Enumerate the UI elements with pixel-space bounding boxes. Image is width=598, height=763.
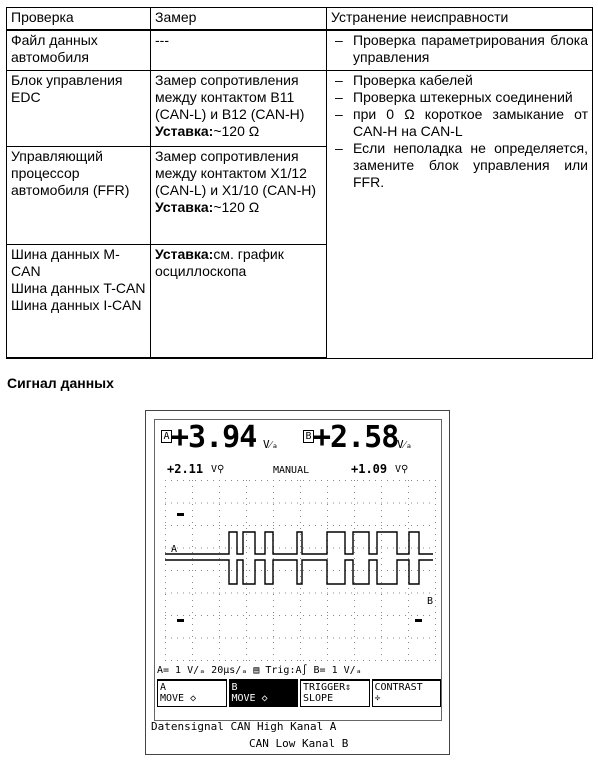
fix-item: – Проверка параметрирования блока управления — [331, 32, 588, 66]
softkey-contrast[interactable] — [372, 679, 442, 707]
softkey-line1: TRIGGER⇕ — [303, 682, 352, 693]
fix-cell — [327, 70, 593, 358]
scope-status-line: A= 1 V/ₐ 20µs/ₐ ▤ Trig:A∫ B= 1 V/ₐ — [157, 665, 362, 676]
fix-item: – Проверка штекерных соединений — [331, 89, 588, 106]
softkey-a-move[interactable] — [157, 679, 227, 707]
softkey-line2: ÷ — [374, 693, 381, 704]
softkey-line1: B — [231, 682, 238, 693]
table-header-row — [7, 8, 593, 31]
zero-marker-top-left — [177, 513, 184, 516]
sub-reading-b: +1.09 — [351, 462, 388, 476]
measure-cell: --- — [151, 30, 327, 70]
waveform-plot — [157, 476, 443, 666]
fix-item: – при 0 Ω короткое замыкание от CAN-H на CAN-L — [331, 106, 588, 140]
bus-name: Шина данных M-CAN — [11, 245, 120, 279]
reading-b-unit: V⁄ₐ — [397, 438, 413, 451]
check-cell: Файл данных автомобиля — [7, 30, 151, 70]
marker-a: A — [171, 544, 178, 555]
reading-a: +3.94 — [171, 420, 257, 455]
check-cell — [7, 244, 151, 358]
reading-a-unit: V⁄ₐ — [263, 438, 279, 451]
table-row — [7, 30, 593, 70]
setpoint-label: Уставка: — [155, 198, 214, 215]
bus-name: Шина данных I-CAN — [11, 296, 142, 313]
softkey-bar — [157, 679, 441, 707]
check-cell: Блок управления EDC — [7, 70, 151, 146]
softkey-line1: CONTRAST — [374, 682, 423, 693]
table-row — [7, 70, 593, 146]
caption-line-2: CAN Low Kanal B — [249, 737, 349, 750]
section-title: Сигнал данных — [7, 375, 114, 391]
setpoint-value: ~120 Ω — [213, 122, 260, 139]
softkey-line2: SLOPE — [303, 693, 334, 704]
measure-text: Замер сопротивления между контактом B11 (CAN-L) и B12 (CAN-H) — [155, 71, 305, 122]
channel-a-badge: A — [161, 430, 172, 443]
diagnostic-table — [6, 7, 593, 359]
sub-reading-a: +2.11 — [167, 462, 204, 476]
fix-cell — [327, 30, 593, 70]
zero-marker-right — [415, 619, 422, 622]
softkey-b-move[interactable] — [229, 679, 299, 707]
setpoint-value: см. график осциллоскопа — [155, 245, 284, 279]
zero-marker-left — [177, 619, 184, 622]
setpoint-value: ~120 Ω — [213, 198, 260, 215]
caption-line-1: Datensignal CAN High Kanal A — [151, 720, 337, 733]
softkey-line1: A — [160, 682, 167, 693]
measure-text: Замер сопротивления между контактом X1/12 (CAN-L) и X1/10 (CAN-H) — [155, 147, 317, 198]
reading-b: +2.58 — [313, 420, 399, 455]
softkey-line2: MOVE ◇ — [160, 693, 197, 704]
measure-cell — [151, 146, 327, 244]
fix-item: – Если неполадка не определяется, замените блок управления или FFR. — [331, 140, 588, 191]
softkey-line2: MOVE ◇ — [231, 693, 268, 704]
fix-item: – Проверка кабелей — [331, 72, 588, 89]
header-measure: Замер — [151, 8, 327, 31]
marker-b: B — [427, 596, 434, 607]
measure-cell — [151, 70, 327, 146]
oscilloscope-screen — [145, 410, 450, 755]
setpoint-label: Уставка: — [155, 245, 214, 262]
setpoint-label: Уставка: — [155, 122, 214, 139]
check-cell: Управляющий процессор автомобиля (FFR) — [7, 146, 151, 244]
softkey-trigger-slope[interactable] — [300, 679, 370, 707]
bus-name: Шина данных T-CAN — [11, 279, 146, 296]
trace-can-high — [165, 532, 433, 554]
sub-reading-a-unit: V⚲ — [211, 464, 225, 475]
scope-grid — [165, 480, 436, 661]
trace-can-low — [165, 560, 433, 584]
header-fix: Устранение неисправности — [327, 8, 593, 31]
measure-cell — [151, 244, 327, 358]
sub-reading-b-unit: V⚲ — [395, 464, 409, 475]
header-check: Проверка — [7, 8, 151, 31]
mode-label: MANUAL — [273, 465, 310, 476]
channel-b-badge: B — [303, 430, 314, 443]
